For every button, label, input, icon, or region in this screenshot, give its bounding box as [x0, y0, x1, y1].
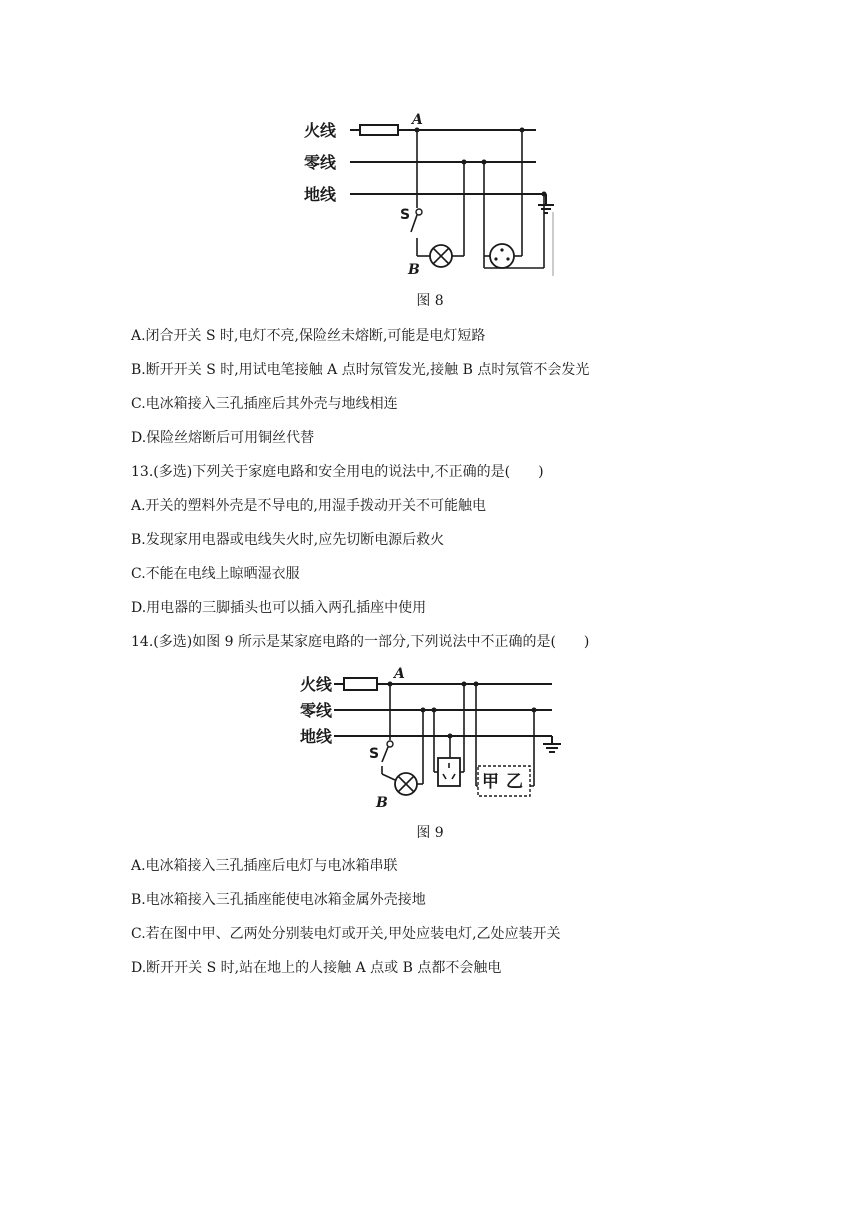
q12-option-a: A.闭合开关 S 时,电灯不亮,保险丝未熔断,可能是电灯短路 — [131, 328, 486, 344]
box-jia-label: 甲 — [482, 772, 499, 792]
switch-icon — [411, 209, 422, 232]
figure-8-circuit-diagram — [300, 108, 570, 278]
fuse-icon — [344, 678, 377, 690]
q13-stem: 13.(多选)下列关于家庭电路和安全用电的说法中,不正确的是( ) — [131, 464, 544, 480]
figure-9-point-a: A — [394, 666, 405, 682]
figure-8-ground-wire-label: 地线 — [304, 185, 337, 204]
q14-option-b: B.电冰箱接入三孔插座能使电冰箱金属外壳接地 — [131, 892, 426, 908]
box-yi-label: 乙 — [506, 772, 523, 792]
lamp-icon — [430, 245, 452, 267]
figure-8-caption: 图 8 — [416, 293, 444, 309]
figure-9-switch-label: S — [369, 746, 380, 762]
figure-8-switch-label: S — [400, 207, 411, 223]
q13-option-d: D.用电器的三脚插头也可以插入两孔插座中使用 — [131, 600, 427, 616]
q13-option-a: A.开关的塑料外壳是不导电的,用湿手拨动开关不可能触电 — [131, 498, 487, 514]
figure-8-point-a: A — [412, 112, 423, 128]
figure-9-neutral-wire-label: 零线 — [300, 701, 333, 720]
ground-symbol-icon — [538, 205, 554, 213]
q12-option-c: C.电冰箱接入三孔插座后其外壳与地线相连 — [131, 396, 398, 412]
q14-option-d: D.断开开关 S 时,站在地上的人接触 A 点或 B 点都不会触电 — [131, 960, 502, 976]
q14-option-c: C.若在图中甲、乙两处分别装电灯或开关,甲处应装电灯,乙处应装开关 — [131, 926, 561, 942]
lamp-icon — [395, 773, 417, 795]
ground-symbol-icon — [543, 744, 561, 752]
figure-9-point-b: B — [376, 795, 388, 811]
q14-option-a: A.电冰箱接入三孔插座后电灯与电冰箱串联 — [131, 858, 398, 874]
q13-option-b: B.发现家用电器或电线失火时,应先切断电源后救火 — [131, 532, 445, 548]
figure-8-live-wire-label: 火线 — [304, 121, 337, 140]
three-hole-socket-icon — [438, 758, 460, 786]
figure-9-ground-wire-label: 地线 — [300, 727, 333, 746]
figure-9-caption: 图 9 — [416, 825, 444, 841]
q13-option-c: C.不能在电线上晾晒湿衣服 — [131, 566, 300, 582]
q14-stem: 14.(多选)如图 9 所示是某家庭电路的一部分,下列说法中不正确的是( ) — [131, 634, 590, 650]
figure-9-circuit-diagram — [298, 662, 570, 812]
figure-8-point-b: B — [408, 262, 420, 278]
figure-9-live-wire-label: 火线 — [300, 675, 333, 694]
switch-icon — [382, 741, 393, 762]
figure-8-neutral-wire-label: 零线 — [304, 153, 337, 172]
q12-option-d: D.保险丝熔断后可用铜丝代替 — [131, 430, 315, 446]
fuse-icon — [360, 125, 398, 135]
q12-option-b: B.断开开关 S 时,用试电笔接触 A 点时氖管发光,接触 B 点时氖管不会发光 — [131, 362, 590, 378]
three-hole-socket-icon — [490, 244, 514, 268]
